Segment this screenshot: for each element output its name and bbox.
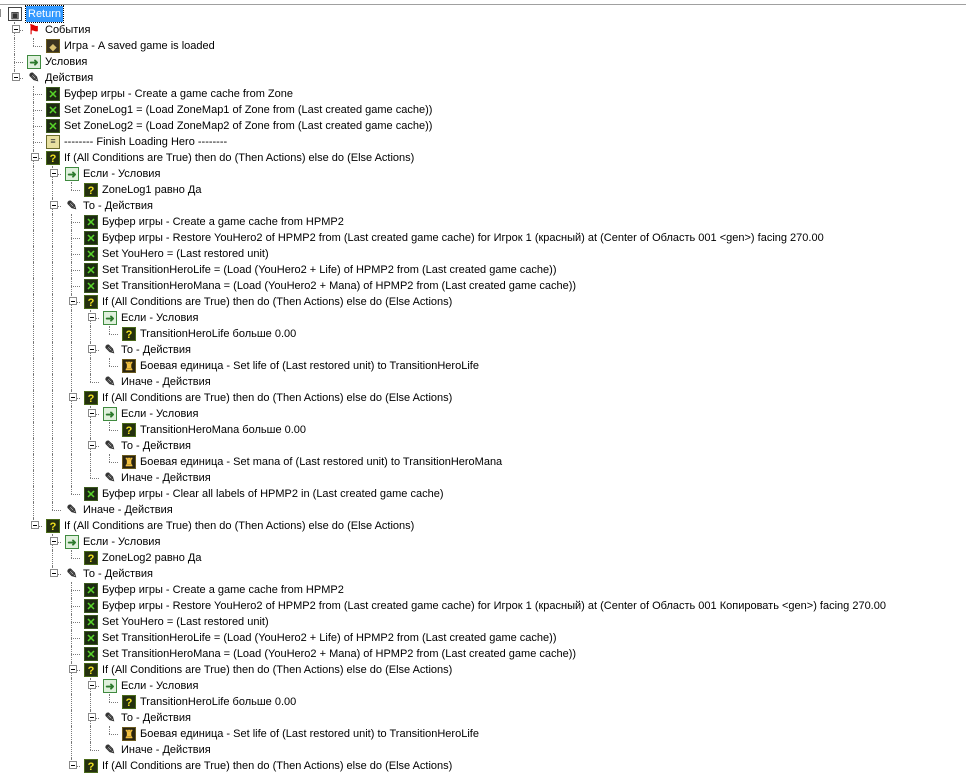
- tree-connector: [52, 278, 53, 294]
- collapse-toggle[interactable]: [50, 569, 58, 577]
- tree-node[interactable]: [0, 598, 966, 614]
- tree-node[interactable]: [0, 438, 966, 454]
- tree-connector: [33, 38, 34, 46]
- collapse-toggle[interactable]: [12, 25, 20, 33]
- tree-connector: [109, 454, 110, 462]
- if-conditions-icon: ➜: [103, 311, 117, 325]
- tree-connector: [71, 182, 72, 190]
- collapse-toggle[interactable]: [0, 9, 1, 17]
- tree-connector: [109, 734, 118, 735]
- tree-node[interactable]: [0, 486, 966, 502]
- tree-node-label[interactable]: Иначе - Действия: [121, 744, 211, 756]
- collapse-toggle[interactable]: [69, 297, 77, 305]
- tree-node-label[interactable]: Условия: [45, 56, 88, 68]
- tree-node[interactable]: [0, 582, 966, 598]
- if-then-else-icon: ?: [84, 759, 98, 773]
- tree-connector: [109, 702, 118, 703]
- tree-connector: [71, 654, 80, 655]
- tree-connector: [90, 742, 91, 750]
- tree-connector: [90, 478, 99, 479]
- tree-connector: [71, 222, 80, 223]
- tree-connector: [109, 430, 118, 431]
- tree-connector: [52, 294, 53, 310]
- then-actions-icon: ✎: [104, 710, 116, 725]
- tree-node-label[interactable]: If (All Conditions are True) then do (Then Actions) else do (Else Actions): [102, 760, 453, 772]
- tree-connector: [71, 286, 80, 287]
- tree-connector: [33, 230, 34, 246]
- tree-node-label[interactable]: Буфер игры - Create a game cache from HPMP2: [102, 584, 344, 596]
- if-conditions-icon: ➜: [103, 679, 117, 693]
- tree-node-label[interactable]: То - Действия: [83, 568, 153, 580]
- tree-node[interactable]: [0, 54, 966, 70]
- condition-icon: ?: [84, 183, 98, 197]
- tree-node-label[interactable]: Буфер игры - Clear all labels of HPMP2 in (Last created game cache): [102, 488, 444, 500]
- tree-node[interactable]: [0, 550, 966, 566]
- conditions-icon: ➜: [27, 55, 41, 69]
- tree-connector: [109, 326, 110, 334]
- tree-node[interactable]: [0, 150, 966, 166]
- collapse-toggle[interactable]: [69, 393, 77, 401]
- tree-node-label[interactable]: Игра - A saved game is loaded: [64, 40, 215, 52]
- tree-connector: [52, 502, 53, 510]
- collapse-toggle[interactable]: [12, 73, 20, 81]
- tree-connector: [71, 494, 80, 495]
- tree-connector: [71, 470, 72, 486]
- tree-node-label[interactable]: Set TransitionHeroMana = (Load (YouHero2 + Mana) of HPMP2 from (Last created game cache)): [102, 280, 577, 292]
- tree-node-label[interactable]: Если - Условия: [83, 168, 161, 180]
- events-flag-icon: ⚑: [28, 22, 40, 37]
- tree-node-label[interactable]: События: [45, 24, 91, 36]
- trigger-tree-view[interactable]: [0, 6, 966, 772]
- tree-node[interactable]: [0, 630, 966, 646]
- collapse-toggle[interactable]: [31, 521, 39, 529]
- tree-connector: [14, 38, 15, 54]
- if-then-else-icon: ?: [84, 663, 98, 677]
- tree-node[interactable]: [0, 470, 966, 486]
- tree-node-label[interactable]: Set TransitionHeroLife = (Load (YouHero2 + Life) of HPMP2 from (Last created game cache)): [102, 632, 557, 644]
- tree-node-label[interactable]: Иначе - Действия: [121, 376, 211, 388]
- tree-node[interactable]: [0, 454, 966, 470]
- tree-connector: [90, 694, 91, 710]
- tree-connector: [52, 422, 53, 438]
- tree-connector: [33, 126, 42, 127]
- set-variable-icon: ✕: [46, 119, 60, 133]
- tree-connector: [52, 358, 53, 374]
- tree-connector: [52, 310, 53, 326]
- tree-connector: [71, 310, 72, 326]
- tree-node[interactable]: [0, 358, 966, 374]
- tree-connector: [52, 486, 53, 502]
- tree-node[interactable]: [0, 678, 966, 694]
- tree-node-label[interactable]: Буфер игры - Restore YouHero2 of HPMP2 from (Last created game cache) for Игрок 1 (красный) at (Center of Область 001 Копировать <gen>) facing 270.00: [102, 600, 886, 612]
- tree-connector: [71, 358, 72, 374]
- then-actions-icon: ✎: [104, 342, 116, 357]
- tree-connector: [52, 230, 53, 246]
- collapse-toggle[interactable]: [88, 441, 96, 449]
- tree-connector: [71, 710, 72, 726]
- tree-connector: [33, 198, 34, 214]
- tree-connector: [33, 374, 34, 390]
- tree-node[interactable]: [0, 614, 966, 630]
- tree-connector: [52, 390, 53, 406]
- tree-node[interactable]: [0, 534, 966, 550]
- tree-connector: [71, 438, 72, 454]
- tree-node-label[interactable]: Если - Условия: [121, 312, 199, 324]
- else-actions-icon: ✎: [66, 502, 78, 517]
- tree-connector: [33, 342, 34, 358]
- tree-node-label[interactable]: То - Действия: [121, 440, 191, 452]
- tree-node[interactable]: [0, 278, 966, 294]
- tree-connector: [90, 326, 91, 342]
- tree-node-label[interactable]: Боевая единица - Set life of (Last restored unit) to TransitionHeroLife: [140, 728, 479, 740]
- then-actions-icon: ✎: [66, 566, 78, 581]
- tree-node[interactable]: [0, 6, 966, 22]
- tree-connector: [71, 638, 80, 639]
- tree-connector: [90, 382, 99, 383]
- collapse-toggle[interactable]: [50, 537, 58, 545]
- tree-node-label[interactable]: То - Действия: [121, 712, 191, 724]
- tree-node-label[interactable]: ZoneLog2 равно Да: [102, 552, 202, 564]
- comment-icon: ≡: [46, 135, 60, 149]
- tree-connector: [90, 470, 91, 478]
- else-actions-icon: ✎: [104, 742, 116, 757]
- tree-node[interactable]: [0, 118, 966, 134]
- collapse-toggle[interactable]: [88, 713, 96, 721]
- tree-connector: [33, 438, 34, 454]
- tree-node-label[interactable]: TransitionHeroMana больше 0.00: [140, 424, 307, 436]
- tree-node-label[interactable]: Set TransitionHeroMana = (Load (YouHero2 + Mana) of HPMP2 from (Last created game cache)): [102, 648, 577, 660]
- tree-connector: [33, 406, 34, 422]
- if-conditions-icon: ➜: [65, 167, 79, 181]
- if-then-else-icon: ?: [46, 519, 60, 533]
- tree-node-label[interactable]: TransitionHeroLife больше 0.00: [140, 328, 297, 340]
- if-then-else-icon: ?: [46, 151, 60, 165]
- tree-connector: [52, 550, 53, 566]
- tree-node-label[interactable]: If (All Conditions are True) then do (Then Actions) else do (Else Actions): [102, 296, 453, 308]
- tree-connector: [33, 262, 34, 278]
- tree-connector: [71, 422, 72, 438]
- tree-node-label[interactable]: То - Действия: [121, 344, 191, 356]
- tree-connector: [52, 470, 53, 486]
- tree-connector: [71, 190, 80, 191]
- tree-connector: [71, 622, 80, 623]
- collapse-toggle[interactable]: [69, 761, 77, 769]
- tree-connector: [90, 750, 99, 751]
- tree-connector: [71, 454, 72, 470]
- tree-node-label[interactable]: Если - Условия: [121, 680, 199, 692]
- trigger-icon: ▣: [8, 7, 22, 21]
- tree-connector: [33, 326, 34, 342]
- tree-connector: [90, 374, 91, 382]
- tree-node-label[interactable]: Set TransitionHeroLife = (Load (YouHero2 + Life) of HPMP2 from (Last created game cache)): [102, 264, 557, 276]
- tree-node[interactable]: [0, 694, 966, 710]
- tree-node-label[interactable]: Set YouHero = (Last restored unit): [102, 248, 269, 260]
- tree-connector: [33, 278, 34, 294]
- tree-connector: [109, 422, 110, 430]
- game-cache-icon: ✕: [84, 215, 98, 229]
- set-variable-icon: ✕: [84, 279, 98, 293]
- tree-node[interactable]: [0, 502, 966, 518]
- tree-connector: [71, 374, 72, 390]
- tree-node[interactable]: [0, 518, 966, 534]
- tree-connector: [71, 590, 80, 591]
- tree-connector: [90, 358, 91, 374]
- collapse-toggle[interactable]: [88, 313, 96, 321]
- tree-connector: [71, 678, 72, 694]
- tree-connector: [52, 262, 53, 278]
- tree-connector: [71, 270, 80, 271]
- tree-node-label[interactable]: If (All Conditions are True) then do (Then Actions) else do (Else Actions): [64, 520, 415, 532]
- tree-node[interactable]: [0, 726, 966, 742]
- tree-node[interactable]: [0, 246, 966, 262]
- tree-node[interactable]: [0, 230, 966, 246]
- tree-connector: [71, 742, 72, 758]
- tree-node[interactable]: [0, 134, 966, 150]
- game-cache-icon: ✕: [84, 583, 98, 597]
- tree-connector: [109, 694, 110, 702]
- tree-connector: [52, 438, 53, 454]
- tree-node[interactable]: [0, 374, 966, 390]
- tree-connector: [71, 606, 80, 607]
- tree-node[interactable]: [0, 710, 966, 726]
- tree-connector: [109, 726, 110, 734]
- tree-node[interactable]: [0, 742, 966, 758]
- tree-node[interactable]: [0, 342, 966, 358]
- tree-connector: [71, 486, 72, 494]
- tree-node-label[interactable]: -------- Finish Loading Hero --------: [64, 136, 228, 148]
- game-cache-icon: ✕: [84, 599, 98, 613]
- game-cache-icon: ✕: [84, 487, 98, 501]
- tree-connector: [71, 254, 80, 255]
- if-then-else-icon: ?: [84, 295, 98, 309]
- condition-icon: ?: [122, 695, 136, 709]
- tree-node-label[interactable]: Set YouHero = (Last restored unit): [102, 616, 269, 628]
- top-border: [0, 4, 966, 5]
- tree-node[interactable]: [0, 326, 966, 342]
- tree-connector: [33, 390, 34, 406]
- tree-connector: [90, 422, 91, 438]
- set-variable-icon: ✕: [84, 247, 98, 261]
- tree-connector: [33, 486, 34, 502]
- tree-connector: [33, 142, 42, 143]
- tree-connector: [33, 110, 42, 111]
- tree-node[interactable]: [0, 262, 966, 278]
- tree-connector: [109, 366, 118, 367]
- tree-connector: [71, 694, 72, 710]
- set-variable-icon: ✕: [84, 615, 98, 629]
- tree-node[interactable]: [0, 566, 966, 582]
- tree-connector: [33, 358, 34, 374]
- tree-node-label[interactable]: Set ZoneLog2 = (Load ZoneMap2 of Zone from (Last created game cache)): [64, 120, 433, 132]
- then-actions-icon: ✎: [66, 198, 78, 213]
- tree-connector: [52, 454, 53, 470]
- collapse-toggle[interactable]: [50, 169, 58, 177]
- tree-connector: [109, 334, 118, 335]
- tree-node-label[interactable]: ZoneLog1 равно Да: [102, 184, 202, 196]
- tree-connector: [71, 558, 80, 559]
- tree-connector: [33, 182, 34, 198]
- tree-connector: [52, 326, 53, 342]
- collapse-toggle[interactable]: [69, 665, 77, 673]
- tree-connector: [109, 358, 110, 366]
- collapse-toggle[interactable]: [88, 409, 96, 417]
- tree-node[interactable]: [0, 182, 966, 198]
- game-cache-icon: ✕: [46, 87, 60, 101]
- tree-node-label[interactable]: Иначе - Действия: [121, 472, 211, 484]
- tree-node-label[interactable]: Return: [28, 8, 62, 20]
- tree-node[interactable]: [0, 166, 966, 182]
- tree-node-label[interactable]: Буфер игры - Create a game cache from HPMP2: [102, 216, 344, 228]
- tree-node-label[interactable]: Если - Условия: [83, 536, 161, 548]
- tree-node-label[interactable]: Если - Условия: [121, 408, 199, 420]
- collapse-toggle[interactable]: [50, 201, 58, 209]
- tree-connector: [33, 46, 42, 47]
- unit-icon: ♜: [122, 727, 136, 741]
- tree-node-label[interactable]: If (All Conditions are True) then do (Then Actions) else do (Else Actions): [102, 392, 453, 404]
- tree-connector: [52, 406, 53, 422]
- tree-connector: [14, 62, 23, 63]
- tree-connector: [71, 726, 72, 742]
- tree-node[interactable]: [0, 22, 966, 38]
- tree-connector: [71, 406, 72, 422]
- tree-connector: [33, 422, 34, 438]
- else-actions-icon: ✎: [104, 374, 116, 389]
- collapse-toggle[interactable]: [88, 345, 96, 353]
- tree-connector: [33, 246, 34, 262]
- tree-connector: [33, 166, 34, 182]
- tree-node-label[interactable]: If (All Conditions are True) then do (Then Actions) else do (Else Actions): [102, 664, 453, 676]
- tree-node[interactable]: [0, 310, 966, 326]
- if-then-else-icon: ?: [84, 391, 98, 405]
- tree-node-label[interactable]: Действия: [45, 72, 94, 84]
- tree-connector: [71, 238, 80, 239]
- tree-connector: [52, 182, 53, 198]
- tree-node[interactable]: [0, 406, 966, 422]
- if-conditions-icon: ➜: [103, 407, 117, 421]
- tree-connector: [52, 246, 53, 262]
- condition-icon: ?: [122, 327, 136, 341]
- set-variable-icon: ✕: [46, 103, 60, 117]
- tree-node-label[interactable]: Боевая единица - Set mana of (Last restored unit) to TransitionHeroMana: [140, 456, 503, 468]
- tree-node[interactable]: [0, 294, 966, 310]
- tree-node-label[interactable]: Боевая единица - Set life of (Last restored unit) to TransitionHeroLife: [140, 360, 479, 372]
- tree-connector: [52, 214, 53, 230]
- tree-node[interactable]: [0, 38, 966, 54]
- condition-icon: ?: [84, 551, 98, 565]
- tree-node-label[interactable]: Буфер игры - Create a game cache from Zone: [64, 88, 294, 100]
- tree-node[interactable]: [0, 70, 966, 86]
- unit-icon: ♜: [122, 455, 136, 469]
- tree-node[interactable]: [0, 102, 966, 118]
- tree-connector: [52, 374, 53, 390]
- tree-node-label[interactable]: То - Действия: [83, 200, 153, 212]
- if-conditions-icon: ➜: [65, 535, 79, 549]
- tree-node[interactable]: [0, 214, 966, 230]
- tree-connector: [33, 294, 34, 310]
- tree-node[interactable]: [0, 390, 966, 406]
- tree-node-label[interactable]: TransitionHeroLife больше 0.00: [140, 696, 297, 708]
- tree-connector: [52, 510, 61, 511]
- tree-node-label[interactable]: Set ZoneLog1 = (Load ZoneMap1 of Zone from (Last created game cache)): [64, 104, 433, 116]
- tree-node-label[interactable]: Иначе - Действия: [83, 504, 173, 516]
- game-event-icon: ◆: [46, 39, 60, 53]
- then-actions-icon: ✎: [104, 438, 116, 453]
- set-variable-icon: ✕: [84, 263, 98, 277]
- tree-node[interactable]: [0, 662, 966, 678]
- tree-connector: [33, 94, 42, 95]
- tree-node[interactable]: [0, 198, 966, 214]
- unit-icon: ♜: [122, 359, 136, 373]
- collapse-toggle[interactable]: [31, 153, 39, 161]
- tree-connector: [33, 502, 34, 518]
- actions-icon: ✎: [28, 70, 40, 85]
- tree-connector: [90, 454, 91, 470]
- tree-connector: [71, 342, 72, 358]
- tree-node-label[interactable]: Буфер игры - Restore YouHero2 of HPMP2 from (Last created game cache) for Игрок 1 (красный) at (Center of Область 001 <gen>) facing 270.00: [102, 232, 824, 244]
- tree-node[interactable]: [0, 422, 966, 438]
- else-actions-icon: ✎: [104, 470, 116, 485]
- set-variable-icon: ✕: [84, 647, 98, 661]
- tree-connector: [33, 454, 34, 470]
- tree-connector: [52, 342, 53, 358]
- tree-connector: [33, 470, 34, 486]
- tree-connector: [71, 550, 72, 558]
- tree-connector: [90, 726, 91, 742]
- tree-connector: [71, 326, 72, 342]
- tree-connector: [109, 462, 118, 463]
- tree-node-label[interactable]: If (All Conditions are True) then do (Then Actions) else do (Else Actions): [64, 152, 415, 164]
- tree-node[interactable]: [0, 646, 966, 662]
- game-cache-icon: ✕: [84, 231, 98, 245]
- collapse-toggle[interactable]: [88, 681, 96, 689]
- tree-node[interactable]: [0, 86, 966, 102]
- tree-connector: [33, 310, 34, 326]
- tree-connector: [33, 214, 34, 230]
- condition-icon: ?: [122, 423, 136, 437]
- set-variable-icon: ✕: [84, 631, 98, 645]
